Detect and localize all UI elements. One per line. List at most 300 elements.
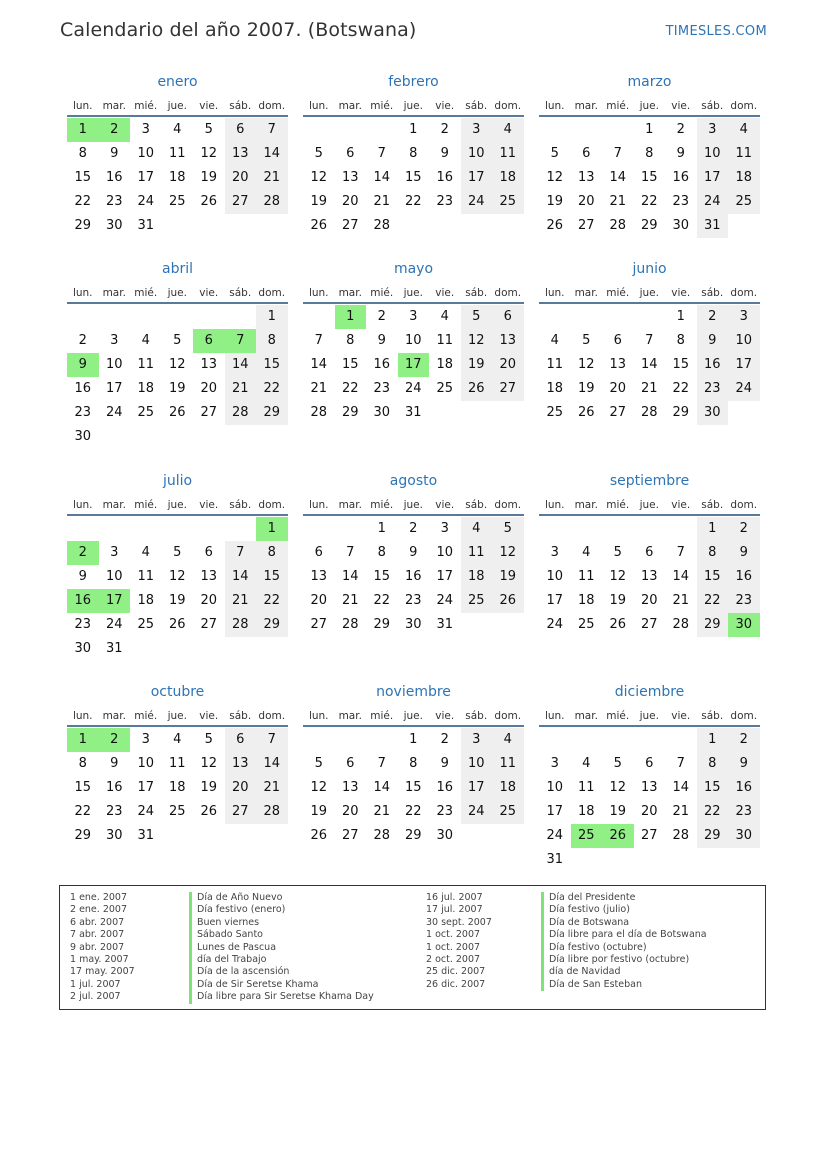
calendar-week [539, 214, 760, 238]
legend-left-descriptions [189, 892, 374, 1004]
day-cell: 25 [492, 190, 524, 214]
day-cell: 23 [74, 405, 92, 420]
calendar-week [539, 589, 760, 613]
empty-day-cell [303, 305, 335, 329]
day-cell: 22 [341, 381, 359, 396]
day-cell: 25 [577, 617, 595, 632]
day-cell: 24 [461, 800, 493, 824]
day-cell: 27 [225, 800, 257, 824]
day-cell: 12 [609, 780, 627, 795]
legend-date: 1 jul. 2007 [70, 978, 121, 990]
weekday-label: mié. [370, 287, 394, 299]
legend-right-descriptions [541, 892, 707, 991]
day-cell: 16 [728, 776, 760, 800]
calendar-week [539, 329, 760, 353]
month-octubre [67, 681, 288, 848]
calendar-week [303, 589, 524, 613]
legend-left-dates [70, 892, 135, 1004]
day-cell: 13 [640, 569, 658, 584]
empty-day-cell [130, 517, 162, 541]
legend-description: Día festivo (enero) [197, 904, 286, 916]
weekday-header [67, 491, 288, 516]
empty-day-cell [193, 305, 225, 329]
weekday-label: dom. [258, 100, 286, 112]
day-cell: 2 [440, 732, 449, 747]
empty-day-cell [303, 728, 335, 752]
calendar-week [303, 305, 524, 329]
day-cell: 14 [640, 357, 658, 372]
day-cell: 15 [404, 170, 422, 185]
day-cell: 9 [728, 541, 760, 565]
weekday-label: mié. [134, 710, 158, 722]
day-cell: 4 [728, 118, 760, 142]
calendar-week [67, 214, 288, 238]
calendar-week [539, 728, 760, 752]
day-cell: 1 [697, 728, 729, 752]
calendar-week [67, 541, 288, 565]
day-cell: 8 [697, 752, 729, 776]
day-cell: 5 [492, 517, 524, 541]
month-name: febrero [388, 74, 439, 90]
day-cell: 19 [461, 353, 493, 377]
day-cell: 16 [105, 780, 123, 795]
day-cell: 23 [697, 377, 729, 401]
day-cell: 29 [697, 613, 729, 637]
weekday-label: vie. [199, 710, 219, 722]
day-cell: 15 [256, 353, 288, 377]
day-cell: 14 [672, 569, 690, 584]
day-cell: 3 [110, 545, 119, 560]
day-cell: 24 [546, 828, 564, 843]
day-cell: 3 [110, 333, 119, 348]
weekday-header [303, 491, 524, 516]
day-cell: 11 [436, 333, 454, 348]
day-cell: 17 [436, 569, 454, 584]
day-cell: 11 [492, 752, 524, 776]
day-cell: 26 [609, 617, 627, 632]
day-cell: 19 [310, 804, 328, 819]
day-cell: 18 [577, 593, 595, 608]
calendar-week [539, 541, 760, 565]
day-cell: 10 [461, 142, 493, 166]
calendar-week [67, 190, 288, 214]
day-cell: 25 [168, 194, 186, 209]
weekday-label: mar. [338, 287, 362, 299]
calendar-week [67, 353, 288, 377]
day-cell: 3 [697, 118, 729, 142]
day-cell: 27 [492, 377, 524, 401]
day-cell: 8 [78, 756, 87, 771]
day-cell: 13 [225, 752, 257, 776]
weekday-label: mié. [606, 287, 630, 299]
weekday-label: vie. [199, 287, 219, 299]
calendar-week [303, 824, 524, 848]
day-cell: 23 [436, 804, 454, 819]
holiday-day-cell: 30 [728, 613, 760, 637]
day-cell: 26 [461, 377, 493, 401]
day-cell: 23 [105, 194, 123, 209]
weekday-label: dom. [494, 100, 522, 112]
day-cell: 17 [461, 776, 493, 800]
day-cell: 19 [168, 593, 186, 608]
day-cell: 29 [74, 218, 92, 233]
weekday-label: vie. [199, 499, 219, 511]
day-cell: 12 [546, 170, 564, 185]
brand-link[interactable]: TIMESLES.COM [665, 24, 767, 39]
day-cell: 13 [492, 329, 524, 353]
day-cell: 2 [728, 728, 760, 752]
day-cell: 3 [550, 756, 559, 771]
day-cell: 19 [492, 565, 524, 589]
day-cell: 13 [577, 170, 595, 185]
weekday-header [539, 491, 760, 516]
weekday-label: lun. [308, 100, 329, 112]
day-cell: 15 [640, 170, 658, 185]
empty-day-cell [130, 305, 162, 329]
day-cell: 4 [141, 333, 150, 348]
day-cell: 2 [377, 309, 386, 324]
weekday-label: jue. [167, 287, 187, 299]
day-cell: 4 [582, 545, 591, 560]
day-cell: 14 [225, 353, 257, 377]
calendar-week [67, 425, 288, 449]
weekday-header [303, 279, 524, 304]
day-cell: 28 [609, 218, 627, 233]
weekday-label: sáb. [229, 287, 252, 299]
weekday-label: mar. [338, 100, 362, 112]
day-cell: 21 [640, 381, 658, 396]
weekday-label: lun. [544, 100, 565, 112]
day-cell: 10 [105, 569, 123, 584]
day-cell: 31 [436, 617, 454, 632]
calendar-week [303, 517, 524, 541]
month-enero [67, 71, 288, 238]
weekday-label: dom. [494, 710, 522, 722]
calendar-week [539, 613, 760, 637]
weekday-label: lun. [72, 710, 93, 722]
month-name: junio [632, 261, 667, 277]
day-cell: 15 [697, 776, 729, 800]
day-cell: 20 [341, 194, 359, 209]
legend-date: 17 jul. 2007 [426, 904, 483, 916]
day-cell: 7 [377, 146, 386, 161]
weekday-label: jue. [167, 710, 187, 722]
weekday-header [67, 92, 288, 117]
holiday-day-cell: 2 [67, 541, 99, 565]
day-cell: 7 [225, 541, 257, 565]
day-cell: 31 [697, 214, 729, 238]
day-cell: 8 [697, 541, 729, 565]
day-cell: 1 [697, 517, 729, 541]
day-cell: 30 [436, 828, 454, 843]
weekday-label: lun. [544, 287, 565, 299]
day-cell: 16 [74, 381, 92, 396]
day-cell: 24 [546, 617, 564, 632]
day-cell: 30 [74, 641, 92, 656]
day-cell: 18 [546, 381, 564, 396]
calendar-week [67, 329, 288, 353]
day-cell: 18 [461, 565, 493, 589]
day-cell: 16 [404, 569, 422, 584]
holiday-day-cell: 9 [67, 353, 99, 377]
empty-day-cell [634, 728, 666, 752]
weekday-header [539, 279, 760, 304]
calendar-week [539, 377, 760, 401]
day-cell: 5 [582, 333, 591, 348]
weekday-label: lun. [544, 710, 565, 722]
day-cell: 17 [546, 804, 564, 819]
day-cell: 14 [609, 170, 627, 185]
weekday-header [539, 92, 760, 117]
day-cell: 9 [377, 333, 386, 348]
day-cell: 17 [137, 170, 155, 185]
calendar-week [539, 305, 760, 329]
weekday-label: jue. [639, 710, 659, 722]
day-cell: 24 [137, 194, 155, 209]
calendar-week [539, 190, 760, 214]
month-name: mayo [393, 261, 434, 277]
legend-date: 1 oct. 2007 [426, 929, 481, 941]
weekday-label: sáb. [701, 287, 724, 299]
day-cell: 26 [200, 194, 218, 209]
day-cell: 21 [225, 377, 257, 401]
weekday-label: mar. [574, 499, 598, 511]
weekday-header [303, 92, 524, 117]
holiday-day-cell: 25 [571, 824, 603, 848]
day-cell: 19 [546, 194, 564, 209]
weekday-label: mié. [606, 710, 630, 722]
day-cell: 25 [436, 381, 454, 396]
day-cell: 9 [697, 329, 729, 353]
day-cell: 16 [728, 565, 760, 589]
legend-description: Día del Presidente [549, 892, 636, 903]
empty-day-cell [335, 728, 367, 752]
day-cell: 4 [141, 545, 150, 560]
legend-date: 26 dic. 2007 [426, 978, 486, 990]
day-cell: 13 [200, 569, 218, 584]
empty-day-cell [303, 118, 335, 142]
day-cell: 20 [341, 804, 359, 819]
day-cell: 19 [609, 593, 627, 608]
day-cell: 14 [310, 357, 328, 372]
day-cell: 3 [141, 122, 150, 137]
legend-date: 9 abr. 2007 [70, 941, 125, 953]
day-cell: 24 [436, 593, 454, 608]
day-cell: 13 [341, 780, 359, 795]
weekday-label: mar. [338, 499, 362, 511]
weekday-label: dom. [494, 287, 522, 299]
day-cell: 10 [546, 569, 564, 584]
legend-description: Día de Año Nuevo [197, 892, 283, 903]
day-cell: 28 [256, 190, 288, 214]
day-cell: 22 [74, 194, 92, 209]
holiday-legend [59, 885, 766, 1010]
day-cell: 3 [461, 728, 493, 752]
day-cell: 4 [492, 118, 524, 142]
day-cell: 13 [341, 170, 359, 185]
calendar-week [539, 776, 760, 800]
day-cell: 17 [728, 353, 760, 377]
day-cell: 5 [173, 545, 182, 560]
calendar-week [539, 166, 760, 190]
holiday-day-cell: 17 [99, 589, 131, 613]
weekday-label: sáb. [701, 100, 724, 112]
day-cell: 4 [550, 333, 559, 348]
empty-day-cell [225, 305, 257, 329]
day-cell: 10 [404, 333, 422, 348]
day-cell: 7 [256, 118, 288, 142]
day-cell: 12 [609, 569, 627, 584]
day-cell: 10 [461, 752, 493, 776]
day-cell: 18 [728, 166, 760, 190]
day-cell: 20 [310, 593, 328, 608]
day-cell: 23 [672, 194, 690, 209]
day-cell: 13 [310, 569, 328, 584]
weekday-label: sáb. [465, 710, 488, 722]
calendar-week [303, 166, 524, 190]
weekday-label: vie. [435, 287, 455, 299]
day-cell: 30 [404, 617, 422, 632]
day-cell: 8 [409, 756, 418, 771]
calendar-week [67, 517, 288, 541]
day-cell: 22 [697, 800, 729, 824]
day-cell: 15 [74, 780, 92, 795]
day-cell: 17 [461, 166, 493, 190]
day-cell: 15 [256, 565, 288, 589]
day-cell: 21 [310, 381, 328, 396]
day-cell: 3 [461, 118, 493, 142]
day-cell: 21 [672, 804, 690, 819]
legend-description: Día libre para Sir Seretse Khama Day [197, 991, 374, 1003]
calendar-week [67, 377, 288, 401]
calendar-week [303, 401, 524, 425]
legend-date: 2 jul. 2007 [70, 991, 121, 1003]
day-cell: 3 [141, 732, 150, 747]
empty-day-cell [571, 118, 603, 142]
weekday-label: vie. [671, 499, 691, 511]
day-cell: 31 [137, 828, 155, 843]
legend-description: Día de Botswana [549, 916, 630, 928]
day-cell: 29 [640, 218, 658, 233]
day-cell: 5 [613, 545, 622, 560]
weekday-label: sáb. [229, 710, 252, 722]
day-cell: 20 [200, 381, 218, 396]
day-cell: 15 [672, 357, 690, 372]
day-cell: 12 [310, 170, 328, 185]
day-cell: 1 [676, 309, 685, 324]
day-cell: 20 [200, 593, 218, 608]
calendar-week [539, 565, 760, 589]
empty-day-cell [602, 517, 634, 541]
weekday-label: jue. [167, 499, 187, 511]
day-cell: 25 [546, 405, 564, 420]
calendar-week [539, 353, 760, 377]
legend-description: Día libre por festivo (octubre) [549, 953, 690, 965]
weekday-label: jue. [403, 710, 423, 722]
day-cell: 27 [225, 190, 257, 214]
weekday-header [67, 279, 288, 304]
empty-day-cell [162, 305, 194, 329]
day-cell: 25 [492, 800, 524, 824]
day-cell: 26 [546, 218, 564, 233]
holiday-day-cell: 1 [67, 728, 99, 752]
month-febrero [303, 71, 524, 238]
weekday-label: jue. [639, 100, 659, 112]
month-name: abril [161, 261, 193, 277]
day-cell: 31 [105, 641, 123, 656]
legend-date: 16 jul. 2007 [426, 892, 483, 903]
day-cell: 20 [577, 194, 595, 209]
legend-description: Día de San Esteban [549, 978, 642, 990]
legend-description: Día festivo (octubre) [549, 941, 647, 953]
day-cell: 31 [546, 852, 564, 867]
holiday-day-cell: 26 [602, 824, 634, 848]
day-cell: 16 [105, 170, 123, 185]
day-cell: 23 [436, 194, 454, 209]
day-cell: 5 [550, 146, 559, 161]
day-cell: 2 [409, 521, 418, 536]
weekday-label: mié. [370, 499, 394, 511]
weekday-label: mar. [102, 710, 126, 722]
weekday-label: lun. [72, 287, 93, 299]
day-cell: 10 [137, 146, 155, 161]
day-cell: 10 [105, 357, 123, 372]
weekday-label: jue. [403, 287, 423, 299]
day-cell: 9 [110, 756, 119, 771]
day-cell: 13 [640, 780, 658, 795]
calendar-week [303, 353, 524, 377]
day-cell: 4 [173, 122, 182, 137]
day-cell: 14 [225, 565, 257, 589]
day-cell: 25 [137, 405, 155, 420]
day-cell: 7 [645, 333, 654, 348]
holiday-day-cell: 7 [225, 329, 257, 353]
day-cell: 29 [256, 401, 288, 425]
month-junio [539, 258, 760, 425]
empty-day-cell [571, 728, 603, 752]
day-cell: 12 [492, 541, 524, 565]
empty-day-cell [602, 728, 634, 752]
day-cell: 21 [341, 593, 359, 608]
day-cell: 15 [404, 780, 422, 795]
calendar-week [67, 800, 288, 824]
weekday-label: vie. [671, 710, 691, 722]
day-cell: 27 [341, 218, 359, 233]
day-cell: 6 [314, 545, 323, 560]
legend-description: Día festivo (julio) [549, 904, 630, 916]
day-cell: 28 [225, 401, 257, 425]
weekday-label: mié. [606, 499, 630, 511]
legend-right-dates [426, 892, 492, 991]
calendar-week [539, 800, 760, 824]
empty-day-cell [539, 728, 571, 752]
weekday-label: mar. [338, 710, 362, 722]
legend-date: 2 oct. 2007 [426, 953, 481, 965]
day-cell: 30 [373, 405, 391, 420]
month-noviembre [303, 681, 524, 848]
day-cell: 1 [377, 521, 386, 536]
empty-day-cell [67, 305, 99, 329]
day-cell: 9 [110, 146, 119, 161]
day-cell: 16 [672, 170, 690, 185]
day-cell: 23 [728, 589, 760, 613]
calendar-week [67, 752, 288, 776]
empty-day-cell [193, 517, 225, 541]
day-cell: 11 [168, 146, 186, 161]
day-cell: 25 [168, 804, 186, 819]
calendar-week [539, 118, 760, 142]
day-cell: 13 [609, 357, 627, 372]
